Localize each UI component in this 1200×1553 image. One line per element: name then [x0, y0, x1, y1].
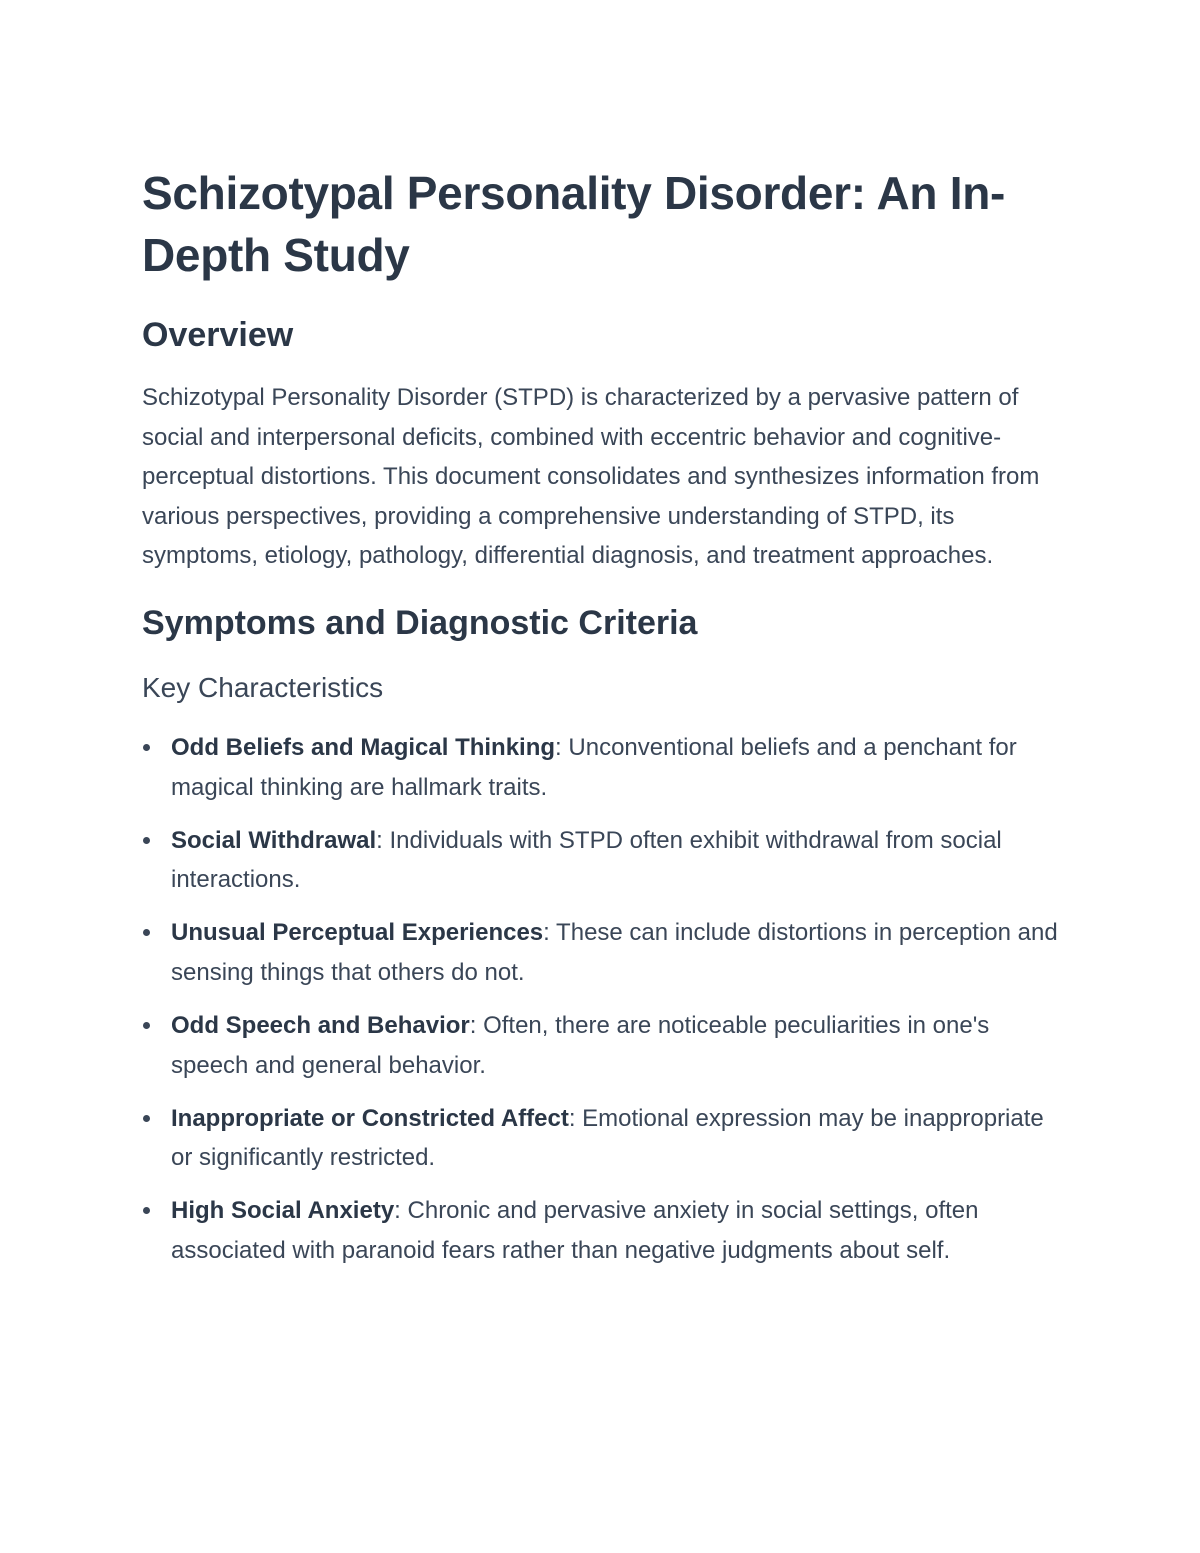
- item-text: : Unconventional beliefs and a penchant for magical thinking are hallmark traits.: [171, 733, 1017, 801]
- bullet-icon: [143, 929, 150, 936]
- item-term: High Social Anxiety: [171, 1197, 395, 1225]
- overview-heading: Overview: [142, 316, 294, 354]
- key-characteristics-subheading: Key Characteristics: [142, 671, 384, 703]
- bullet-icon: [143, 1207, 150, 1214]
- item-text: : Often, there are noticeable peculiarities in one's speech and general behavior.: [171, 1012, 990, 1079]
- item-term: Inappropriate or Constricted Affect: [171, 1104, 569, 1132]
- bullet-icon: [143, 744, 150, 751]
- item-text: : Emotional expression may be inappropriate or significantly restricted.: [171, 1104, 1044, 1172]
- symptoms-heading: Symptoms and Diagnostic Criteria: [142, 603, 698, 642]
- item-term: Odd Speech and Behavior: [171, 1012, 470, 1040]
- list-item: [142, 821, 1062, 900]
- bullet-icon: [143, 1115, 150, 1122]
- item-term: Social Withdrawal: [171, 826, 377, 854]
- item-text: : Chronic and pervasive anxiety in social settings, often associated with paranoid fears rather than negative judgments about self.: [171, 1197, 979, 1264]
- bullet-icon: [143, 837, 150, 844]
- list-item: [142, 728, 1062, 807]
- list-item: [142, 1006, 1062, 1085]
- item-term: Odd Beliefs and Magical Thinking: [171, 733, 556, 761]
- item-term: Unusual Perceptual Experiences: [171, 919, 544, 947]
- document-title: Schizotypal Personality Disorder: An In-Depth Study: [142, 167, 1006, 281]
- document-page: [142, 162, 1062, 1284]
- overview-paragraph: Schizotypal Personality Disorder (STPD) is characterized by a pervasive pattern of social and interpersonal deficits, combined with eccentric behavior and cognitive-perceptual distortions. This document consolidates and synthesizes information from various perspectives, providing a comprehensive understanding of STPD, its symptoms, etiology, pathology, differential diagnosis, and treatment approaches.: [142, 384, 1040, 570]
- list-item: [142, 1191, 1062, 1270]
- list-item: [142, 1099, 1062, 1178]
- bullet-icon: [143, 1022, 150, 1029]
- characteristics-list: [142, 728, 1062, 1271]
- list-item: [142, 913, 1062, 992]
- item-text: : These can include distortions in perception and sensing things that others do not.: [171, 919, 1058, 986]
- item-text: : Individuals with STPD often exhibit withdrawal from social interactions.: [171, 826, 1002, 894]
